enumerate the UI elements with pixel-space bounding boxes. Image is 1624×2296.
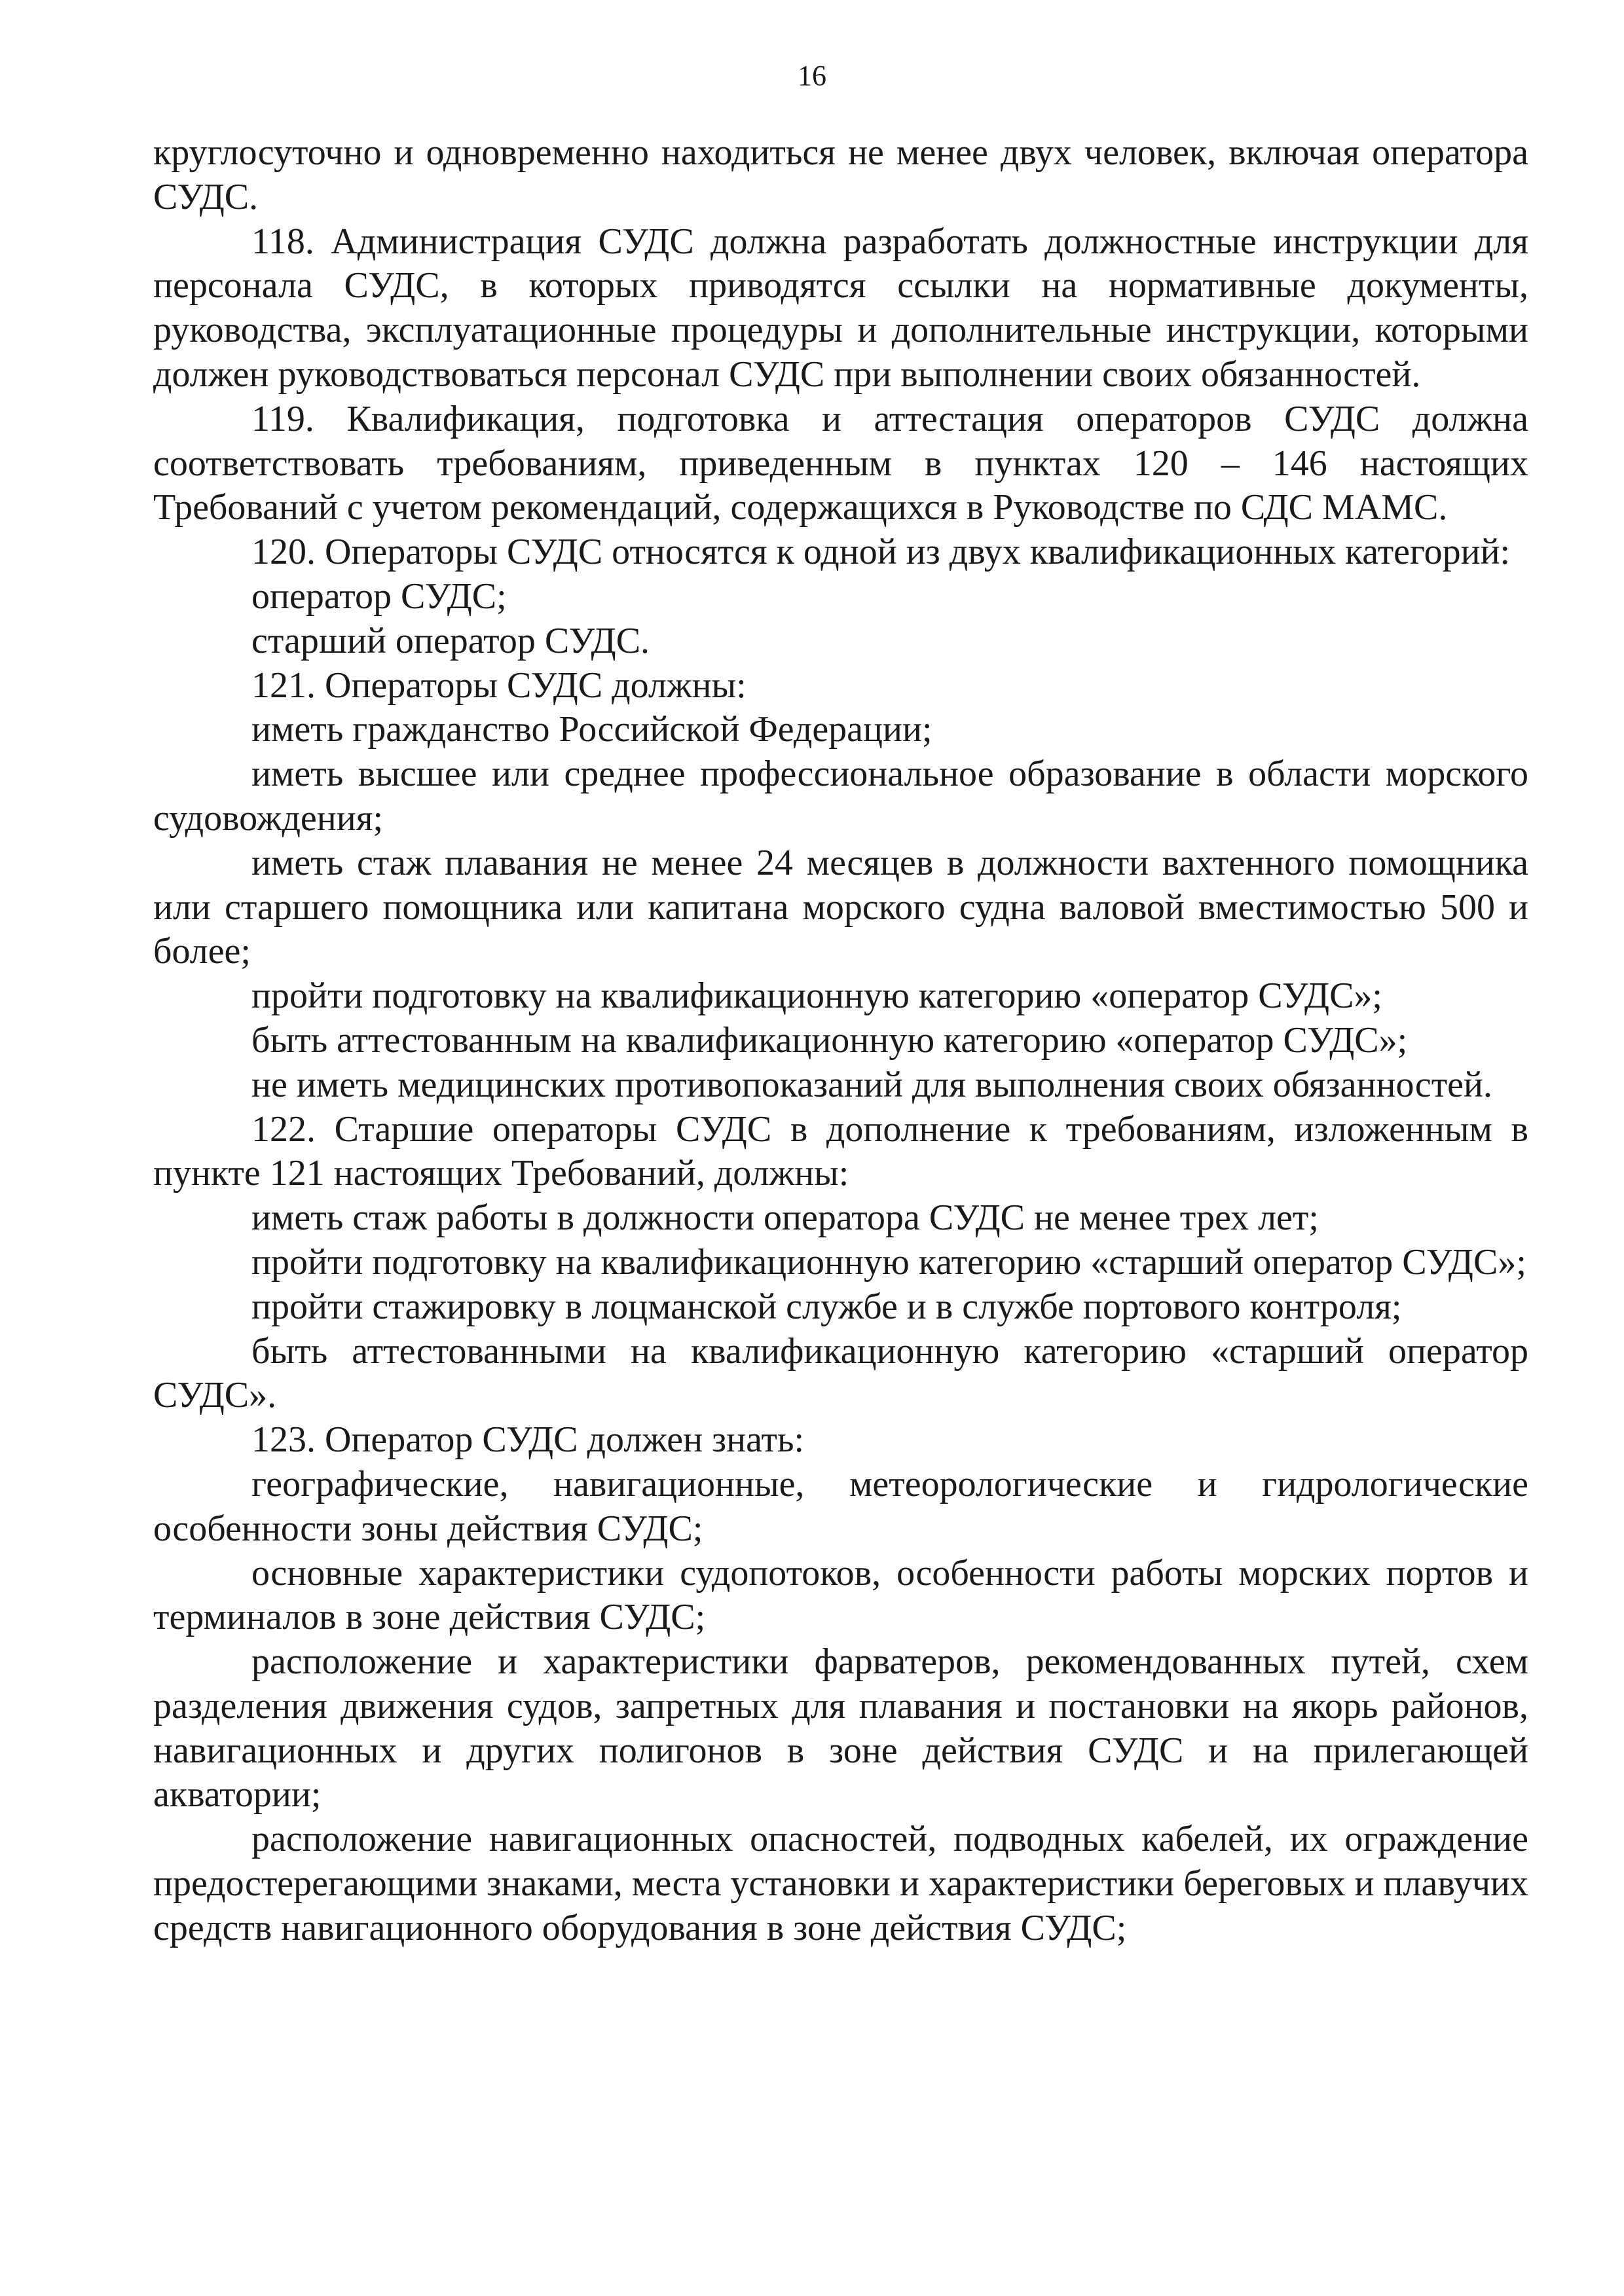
paragraph: расположение навигационных опасностей, подводных кабелей, их ограждение предостерегающими знаками, места установки и характеристики береговых и плавучих средств навигационного оборудования в зоне действия СУДС; — [153, 1819, 1528, 1948]
paragraph: пройти подготовку на квалификационную категорию «оператор СУДС»; — [251, 975, 1382, 1017]
paragraph: географические, навигационные, метеорологические и гидрологические особенности зоны действия СУДС; — [153, 1463, 1528, 1549]
paragraph: пройти стажировку в лоцманской службе и в службе портового контроля; — [251, 1286, 1402, 1327]
paragraph: иметь стаж работы в должности оператора СУДС не менее трех лет; — [251, 1197, 1319, 1239]
paragraph: 121. Операторы СУДС должны: — [251, 665, 747, 706]
paragraph: 122. Старшие операторы СУДС в дополнение к требованиям, изложенным в пункте 121 настоящих Требований, должны: — [153, 1108, 1528, 1194]
paragraph: иметь гражданство Российской Федерации; — [251, 709, 932, 750]
paragraph: 120. Операторы СУДС относятся к одной из двух квалификационных категорий: — [251, 532, 1511, 573]
paragraph: 119. Квалификация, подготовка и аттестация операторов СУДС должна соответствовать требованиям, приведенным в пунктах 120 – 146 настоящих Требований с учетом рекомендаций, содержащихся в Руководстве по СДС МАМС. — [153, 398, 1528, 528]
paragraph: иметь высшее или среднее профессиональное образование в области морского судовождения; — [153, 754, 1528, 839]
paragraph: не иметь медицинских противопоказаний для выполнения своих обязанностей. — [251, 1064, 1493, 1105]
document-body — [153, 131, 1528, 1951]
paragraph: круглосуточно и одновременно находиться не менее двух человек, включая оператора СУДС. — [153, 132, 1528, 217]
paragraph: старший оператор СУДС. — [251, 620, 650, 661]
paragraph: 118. Администрация СУДС должна разработать должностные инструкции для персонала СУДС, в которых приводятся ссылки на нормативные документы, руководства, эксплуатационные процедуры и дополнительные инструкции, которыми должен руководствоваться персонал СУДС при выполнении своих обязанностей. — [153, 221, 1528, 395]
paragraph: 123. Оператор СУДС должен знать: — [251, 1419, 805, 1461]
paragraph: быть аттестованными на квалификационную категорию «старший оператор СУДС». — [153, 1330, 1528, 1416]
paragraph: основные характеристики судопотоков, особенности работы морских портов и терминалов в зоне действия СУДС; — [153, 1552, 1528, 1638]
paragraph: оператор СУДС; — [251, 575, 507, 617]
paragraph: быть аттестованным на квалификационную категорию «оператор СУДС»; — [251, 1019, 1408, 1061]
paragraph: иметь стаж плавания не менее 24 месяцев в должности вахтенного помощника или старшего помощника или капитана морского судна валовой вместимостью 500 и более; — [153, 842, 1528, 972]
page-number: 16 — [798, 60, 826, 92]
paragraph: расположение и характеристики фарватеров, рекомендованных путей, схем разделения движения судов, запретных для плавания и постановки на якорь районов, навигационных и других полигонов в зоне действия СУДС и на прилегающей акватории; — [153, 1641, 1528, 1815]
paragraph: пройти подготовку на квалификационную категорию «старший оператор СУДС»; — [251, 1241, 1526, 1283]
